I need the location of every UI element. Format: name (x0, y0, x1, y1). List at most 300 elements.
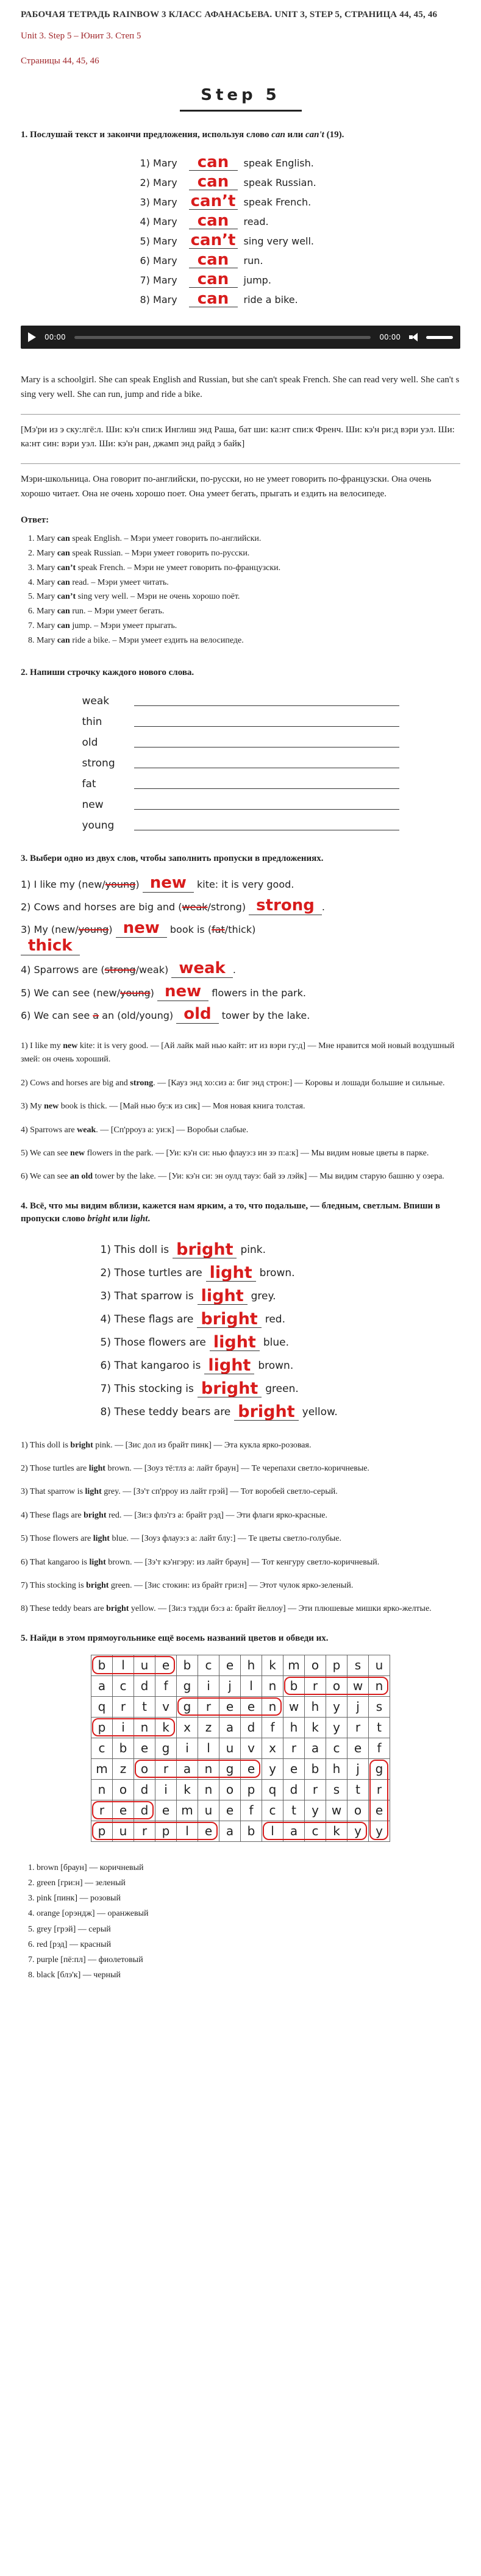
grid-cell[interactable]: r (283, 1738, 305, 1758)
letter-grid-container (91, 1655, 390, 1842)
grid-cell[interactable]: b (91, 1655, 113, 1675)
grid-cell[interactable]: p (91, 1821, 113, 1841)
writing-line[interactable] (134, 726, 399, 727)
list-item (37, 532, 460, 546)
grid-cell[interactable]: t (369, 1717, 390, 1738)
grid-cell[interactable]: r (347, 1717, 369, 1738)
task1-row (140, 151, 341, 171)
word-label: thin (82, 716, 102, 729)
grid-cell[interactable]: f (369, 1738, 390, 1758)
grid-cell[interactable]: e (134, 1738, 155, 1758)
grid-cell[interactable]: g (369, 1758, 390, 1779)
answer-pre: Mary (37, 577, 57, 587)
grid-cell[interactable]: u (134, 1655, 155, 1675)
task4-row (101, 1305, 381, 1328)
task3-heading: 3. Выбери одно из двух слов, чтобы заполнить пропуски в предложениях. (21, 853, 324, 863)
task4-heading (21, 1200, 460, 1226)
list-item (37, 590, 460, 604)
task5-answer-list (21, 1860, 460, 1983)
task1-row-number: 2) Mary (140, 177, 177, 189)
grid-cell[interactable]: f (262, 1717, 283, 1738)
grid-cell[interactable]: t (347, 1779, 369, 1800)
task4-answer: bright (197, 1311, 261, 1328)
grid-cell[interactable]: u (369, 1655, 390, 1675)
task3-answer: new (157, 982, 208, 1001)
note-post: blue. — [Зоуз флауэ:з а: лайт блу:] — Те цветы светло-голубые. (109, 1534, 342, 1544)
grid-cell[interactable]: i (113, 1717, 134, 1738)
grid-cell[interactable]: p (241, 1779, 262, 1800)
grid-row (91, 1717, 390, 1738)
grid-row (91, 1738, 390, 1758)
grid-cell[interactable]: f (155, 1675, 177, 1696)
grid-cell[interactable]: w (347, 1675, 369, 1696)
grid-cell[interactable]: y (262, 1758, 283, 1779)
note-bold: bright (86, 1581, 109, 1591)
row-pre: 3) That sparrow is (100, 1290, 194, 1303)
note-bold: bright (84, 1510, 107, 1520)
grid-cell[interactable]: y (305, 1800, 326, 1821)
note-post: grey. — [Зэ'т сп'рроу из лайт грэй] — Тот воробей светло-серый. (101, 1487, 338, 1497)
writing-row (82, 689, 399, 710)
note-post: . — [Сп'рроуз а: уи:к] — Воробьи слабые. (96, 1125, 249, 1135)
note-pre: 1) I like my (21, 1041, 63, 1051)
struck-word: young (78, 924, 109, 935)
grid-cell[interactable]: r (91, 1800, 113, 1821)
task3-answers (21, 1040, 460, 1184)
row-pre: 4) These flags are (100, 1313, 194, 1326)
note-post: yellow. — [Зи:з тэдди бэ:з а: брайт йеллоу] — Эти плюшевые мишки ярко-желтые. (129, 1604, 432, 1614)
writing-row (82, 730, 399, 751)
note-bold: new (44, 1102, 59, 1111)
grid-cell[interactable]: n (91, 1779, 113, 1800)
answer-note (21, 1040, 460, 1067)
note-pre: 4) These flags are (21, 1510, 84, 1520)
task2-writing-lines (82, 689, 399, 834)
struck-word: young (105, 878, 136, 890)
note-pre: 3) That sparrow is (21, 1487, 85, 1497)
grid-cell[interactable]: u (113, 1821, 134, 1841)
answer-bold: can (57, 635, 70, 645)
row-pre: 1) This doll is (100, 1244, 169, 1257)
task1-row (140, 249, 341, 268)
answer-bold: can (57, 534, 70, 544)
volume-slider[interactable] (426, 336, 453, 339)
task4-heading-light: light (130, 1213, 148, 1224)
grid-cell[interactable]: i (198, 1675, 219, 1696)
grid-cell[interactable]: v (155, 1696, 177, 1717)
grid-cell[interactable]: f (241, 1800, 262, 1821)
grid-cell[interactable]: e (241, 1758, 262, 1779)
writing-line[interactable] (134, 809, 399, 810)
task4-answers (21, 1439, 460, 1616)
answer-pre: Mary (37, 534, 57, 544)
grid-cell[interactable]: d (134, 1779, 155, 1800)
task1-row-rest: jump. (243, 274, 271, 287)
note-bold: light (88, 1464, 105, 1474)
grid-cell[interactable]: n (262, 1675, 283, 1696)
item-mid: /weak) (135, 964, 169, 976)
grid-cell[interactable]: o (113, 1779, 134, 1800)
grid-cell[interactable]: k (155, 1717, 177, 1738)
answer-note (21, 1077, 460, 1090)
grid-cell[interactable]: y (326, 1717, 347, 1738)
task3-item (21, 875, 460, 893)
grid-cell[interactable]: y (347, 1821, 369, 1841)
item-mid: ) (150, 987, 154, 999)
task1-answer: can’t (189, 232, 238, 249)
task1-row-number: 5) Mary (140, 235, 177, 248)
answer-post: ride a bike. – Мэри умеет ездить на велосипеде. (69, 635, 244, 645)
grid-cell[interactable]: n (198, 1758, 219, 1779)
task1-answer: can (189, 174, 238, 190)
task4-row (101, 1328, 381, 1351)
answer-pre: Mary (37, 549, 57, 558)
grid-cell[interactable]: d (283, 1779, 305, 1800)
task4-exercise (101, 1235, 381, 1421)
answer-label: Ответ: (21, 515, 49, 525)
task1-answer: can (189, 271, 238, 288)
grid-row (91, 1675, 390, 1696)
grid-cell[interactable]: n (369, 1675, 390, 1696)
task4-heading-mid: или (110, 1213, 131, 1224)
grid-cell[interactable]: d (241, 1717, 262, 1738)
grid-cell[interactable]: h (305, 1696, 326, 1717)
grid-cell[interactable]: e (219, 1696, 241, 1717)
grid-cell[interactable]: n (198, 1779, 219, 1800)
grid-cell[interactable]: l (198, 1738, 219, 1758)
grid-cell[interactable]: o (347, 1800, 369, 1821)
grid-cell[interactable]: l (177, 1821, 198, 1841)
grid-cell[interactable]: a (177, 1758, 198, 1779)
grid-cell[interactable]: r (155, 1758, 177, 1779)
writing-row (82, 813, 399, 834)
row-pre: 8) These teddy bears are (100, 1406, 231, 1419)
grid-cell[interactable]: a (219, 1821, 241, 1841)
grid-cell[interactable]: b (283, 1675, 305, 1696)
answer-bold: can (57, 577, 70, 587)
task4-row (101, 1235, 381, 1258)
grid-cell[interactable]: n (262, 1696, 283, 1717)
list-item: 7. purple [пё:пл] — фиолетовый (37, 1952, 460, 1968)
grid-cell[interactable]: e (283, 1758, 305, 1779)
grid-cell[interactable]: y (369, 1821, 390, 1841)
grid-cell[interactable]: x (177, 1717, 198, 1738)
note-post: tower by the lake. — [Уи: кэ'н си: эн оулд тауэ: бай зэ лэйк] — Мы видим старую башню у озера. (93, 1172, 444, 1182)
grid-cell[interactable]: h (283, 1717, 305, 1738)
grid-cell[interactable]: e (347, 1738, 369, 1758)
grid-cell[interactable]: c (262, 1800, 283, 1821)
task1-row (140, 288, 341, 307)
struck-word: strong (104, 964, 136, 976)
grid-cell[interactable]: c (305, 1821, 326, 1841)
grid-cell[interactable]: c (198, 1655, 219, 1675)
grid-cell[interactable]: p (91, 1717, 113, 1738)
grid-cell[interactable]: b (177, 1655, 198, 1675)
grid-cell[interactable]: h (241, 1655, 262, 1675)
story-russian: Мэри-школьница. Она говорит по-английски, по-русски, но не умеет говорить по-французски. Она очень хорошо читает. Она не очень хорошо поет. Она умеет бегать, прыгать и ездить на велосипеде. (21, 474, 432, 499)
grid-row (91, 1800, 390, 1821)
grid-cell[interactable]: a (283, 1821, 305, 1841)
letter-grid (91, 1655, 390, 1842)
note-pre: 5) We can see (21, 1148, 71, 1158)
grid-cell[interactable]: k (177, 1779, 198, 1800)
list-item (37, 576, 460, 590)
answer-note (21, 1602, 460, 1616)
item-pre: 1) I like my (new/ (21, 878, 105, 890)
grid-cell[interactable]: j (347, 1758, 369, 1779)
breadcrumb-link[interactable]: Unit 3. Step 5 – Юнит 3. Степ 5 (21, 31, 141, 41)
grid-cell[interactable]: i (177, 1738, 198, 1758)
row-post: yellow. (302, 1406, 338, 1419)
grid-cell[interactable]: g (219, 1758, 241, 1779)
grid-cell[interactable]: y (326, 1696, 347, 1717)
grid-cell[interactable]: e (198, 1821, 219, 1841)
grid-cell[interactable]: s (326, 1779, 347, 1800)
item-post: . (321, 901, 325, 913)
grid-cell[interactable]: a (219, 1717, 241, 1738)
grid-cell[interactable]: w (283, 1696, 305, 1717)
task1-row-rest: speak English. (243, 157, 314, 169)
note-bold: strong (130, 1078, 154, 1088)
row-pre: 2) Those turtles are (100, 1267, 202, 1280)
struck-word: fat (212, 924, 225, 935)
grid-cell[interactable]: q (262, 1779, 283, 1800)
writing-line[interactable] (134, 788, 399, 789)
row-pre: 7) This stocking is (100, 1383, 194, 1396)
grid-cell[interactable]: e (219, 1800, 241, 1821)
answer-note (21, 1462, 460, 1475)
task1-heading-text: 1. Послушай текст и закончи предложения, используя слово (21, 130, 272, 140)
grid-cell[interactable]: s (369, 1696, 390, 1717)
item-pre: 3) My (new/ (21, 924, 79, 935)
grid-cell[interactable]: e (155, 1655, 177, 1675)
row-pre: 6) That kangaroo is (100, 1360, 201, 1372)
writing-row (82, 793, 399, 813)
row-pre: 5) Those flowers are (100, 1336, 206, 1349)
divider (21, 414, 460, 415)
answer-note (21, 1579, 460, 1593)
grid-cell[interactable]: o (134, 1758, 155, 1779)
list-item: 3. pink [пинк] — розовый (37, 1891, 460, 1906)
pages-link[interactable]: Страницы 44, 45, 46 (21, 55, 99, 66)
task1-answer: can (189, 291, 238, 307)
list-item (37, 546, 460, 561)
grid-cell[interactable]: z (113, 1758, 134, 1779)
task3-answer: strong (249, 896, 322, 915)
grid-cell[interactable]: r (113, 1696, 134, 1717)
task1-answer: can’t (189, 193, 238, 210)
word-label: young (82, 819, 115, 832)
grid-cell[interactable]: m (91, 1758, 113, 1779)
grid-cell[interactable]: g (177, 1675, 198, 1696)
note-bold: bright (106, 1604, 129, 1614)
row-post: green. (265, 1383, 299, 1396)
grid-cell[interactable]: o (305, 1655, 326, 1675)
play-icon[interactable] (28, 332, 36, 342)
item-pre: 6) We can see (21, 1009, 93, 1021)
task1-row-rest: ride a bike. (243, 294, 298, 306)
grid-cell[interactable]: h (326, 1758, 347, 1779)
volume-icon[interactable] (409, 333, 422, 341)
task1-row (140, 229, 341, 249)
grid-cell[interactable]: u (219, 1738, 241, 1758)
story-transcription: [Мэ'ри из э ску:лгё:л. Ши: кэ'н спи:к Инглиш энд Раша, бат ши: ка:нт спи:к Френч. Ши: кэ'н ри:д вэри уэл. Ши: ка:нт син: вэри уэл. Ши: кэ'н ран, джамп энд райд э байк] (21, 424, 455, 449)
writing-row (82, 772, 399, 793)
note-bold: bright (70, 1440, 93, 1450)
grid-cell[interactable]: r (198, 1696, 219, 1717)
grid-cell[interactable]: m (283, 1655, 305, 1675)
grid-cell[interactable]: p (326, 1655, 347, 1675)
grid-cell[interactable]: u (198, 1800, 219, 1821)
grid-cell[interactable]: s (347, 1655, 369, 1675)
grid-cell[interactable]: j (347, 1696, 369, 1717)
item-post: flowers in the park. (208, 987, 306, 999)
writing-line[interactable] (134, 705, 399, 706)
task1-answer: can (189, 154, 238, 171)
grid-cell[interactable]: o (219, 1779, 241, 1800)
word-label: new (82, 799, 104, 812)
answer-post: speak Russian. – Мэри умеет говорить по-русски. (69, 549, 250, 558)
note-post: flowers in the park. — [Уи: кэ'н си: нью флауэ:з ин зэ п:а:к] — Мы видим новые цветы в парке. (85, 1148, 429, 1158)
grid-cell[interactable]: g (177, 1696, 198, 1717)
grid-cell[interactable]: a (91, 1675, 113, 1696)
answer-note (21, 1556, 460, 1569)
step-title: Step 5 (201, 86, 280, 105)
item-mid: ) (109, 924, 113, 935)
note-pre: 6) That kangaroo is (21, 1557, 90, 1567)
grid-cell[interactable]: j (219, 1675, 241, 1696)
task1-row (140, 171, 341, 190)
task4-answer: light (198, 1288, 248, 1305)
grid-cell[interactable]: r (305, 1779, 326, 1800)
grid-cell[interactable]: c (326, 1738, 347, 1758)
grid-cell[interactable]: e (113, 1800, 134, 1821)
grid-cell[interactable]: d (134, 1675, 155, 1696)
list-item: 1. brown [браун] — коричневый (37, 1860, 460, 1875)
word-label: fat (82, 778, 96, 791)
grid-cell[interactable]: w (326, 1800, 347, 1821)
grid-cell[interactable]: t (283, 1800, 305, 1821)
grid-cell[interactable]: b (113, 1738, 134, 1758)
grid-cell[interactable]: e (241, 1696, 262, 1717)
grid-cell[interactable]: p (155, 1821, 177, 1841)
grid-cell[interactable]: a (305, 1738, 326, 1758)
grid-cell[interactable]: b (305, 1758, 326, 1779)
grid-cell[interactable]: q (91, 1696, 113, 1717)
task1-row-number: 8) Mary (140, 294, 177, 306)
answer-note (21, 1532, 460, 1546)
item-mid: /thick) (224, 924, 256, 935)
task1-row-rest: speak Russian. (243, 177, 316, 189)
grid-cell[interactable]: g (155, 1738, 177, 1758)
grid-cell[interactable]: k (262, 1655, 283, 1675)
list-item (37, 619, 460, 633)
task4-row (101, 1374, 381, 1397)
list-item: 8. black [блэ'к] — черный (37, 1968, 460, 1983)
grid-cell[interactable]: l (241, 1675, 262, 1696)
task1-row-rest: sing very well. (243, 235, 315, 248)
grid-row (91, 1655, 390, 1675)
grid-cell[interactable]: k (326, 1821, 347, 1841)
task3-answer: weak (171, 959, 233, 978)
grid-cell[interactable]: e (155, 1800, 177, 1821)
task4-row (101, 1282, 381, 1305)
audio-progress-bar[interactable] (74, 336, 371, 339)
grid-cell[interactable]: e (219, 1655, 241, 1675)
answer-pre: Mary (37, 635, 57, 645)
grid-cell[interactable]: x (262, 1738, 283, 1758)
answer-note (21, 1147, 460, 1160)
grid-cell[interactable]: o (326, 1675, 347, 1696)
list-item: 5. grey [грэй] — серый (37, 1922, 460, 1937)
item-pre: 2) Cows and horses are big and ( (21, 901, 182, 913)
grid-cell[interactable]: m (177, 1800, 198, 1821)
note-bold: new (63, 1041, 78, 1051)
item-mid: an (old/young) (99, 1009, 174, 1021)
grid-cell[interactable]: k (305, 1717, 326, 1738)
grid-cell[interactable]: l (113, 1655, 134, 1675)
list-item: 4. orange [орэндж] — оранжевый (37, 1906, 460, 1921)
task3-answer: old (176, 1005, 218, 1024)
row-post: brown. (259, 1267, 295, 1280)
task4-row (101, 1397, 381, 1421)
grid-cell[interactable]: c (113, 1675, 134, 1696)
task1-heading-post: (19). (324, 130, 344, 140)
task3-exercise (21, 875, 460, 1024)
item-post: book is ( (166, 924, 212, 935)
task1-row (140, 190, 341, 210)
struck-word: weak (182, 901, 208, 913)
word-label: strong (82, 757, 115, 770)
answer-post: read. – Мэри умеет читать. (69, 577, 169, 587)
task1-row (140, 268, 341, 288)
answer-pre: Mary (37, 592, 57, 602)
note-post: green. — [Зис стокин: из брайт гри:н] — Этот чулок ярко-зеленый. (109, 1581, 354, 1591)
note-post: pink. — [Зис дол из брайт пинк] — Эта кукла ярко-розовая. (93, 1440, 312, 1450)
note-pre: 3) My (21, 1102, 45, 1111)
grid-cell[interactable]: b (241, 1821, 262, 1841)
grid-cell[interactable]: d (134, 1800, 155, 1821)
note-bold: new (70, 1148, 85, 1158)
grid-cell[interactable]: t (134, 1696, 155, 1717)
grid-cell[interactable]: c (91, 1738, 113, 1758)
task1-row-number: 6) Mary (140, 255, 177, 267)
task3-item (21, 1006, 460, 1024)
grid-cell[interactable]: n (134, 1717, 155, 1738)
note-bold: light (89, 1557, 106, 1567)
answer-pre: Mary (37, 607, 57, 616)
audio-duration: 00:00 (379, 333, 401, 342)
page-title: РАБОЧАЯ ТЕТРАДЬ RAINBOW 3 КЛАСС АФАНАСЬЕВА. UNIT 3, STEP 5, СТРАНИЦА 44, 45, 46 (21, 10, 438, 20)
item-post: . (232, 964, 236, 976)
grid-cell[interactable]: i (155, 1779, 177, 1800)
grid-cell[interactable]: v (241, 1738, 262, 1758)
item-mid: /strong) (207, 901, 246, 913)
grid-cell[interactable]: z (198, 1717, 219, 1738)
grid-cell[interactable]: l (262, 1821, 283, 1841)
task3-item (21, 920, 460, 955)
answer-note (21, 1509, 460, 1522)
task1-answer-list (21, 532, 460, 648)
item-mid: ) (135, 878, 140, 890)
grid-cell[interactable]: r (305, 1675, 326, 1696)
note-pre: 5) Those flowers are (21, 1534, 93, 1544)
list-item (37, 561, 460, 576)
grid-cell[interactable]: e (369, 1800, 390, 1821)
task1-answer: can (189, 213, 238, 229)
grid-cell[interactable]: r (134, 1821, 155, 1841)
grid-cell[interactable]: r (369, 1779, 390, 1800)
